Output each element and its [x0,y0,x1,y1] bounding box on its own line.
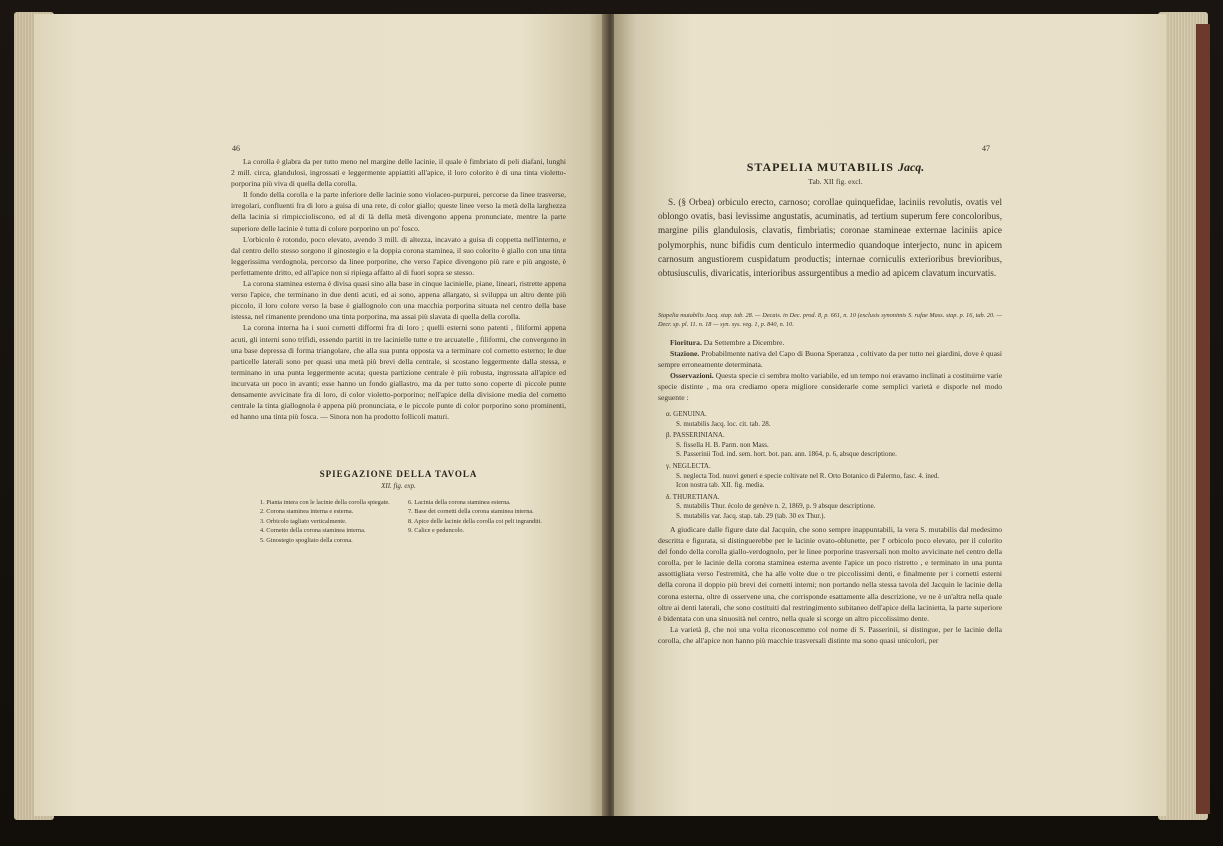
legend-item: 7. Base dei cornetti della corona staminea interna. [408,508,534,516]
page-number-left: 46 [232,144,240,153]
legend-subtitle: XII. fig. exp. [381,482,416,490]
left-paragraph: Il fondo della corolla e la parte inferiore delle lacinie sono violaceo-purpurei, percorse da linee trasverse, irregolari, confluenti fra di loro a guisa di una rete, di color giallo; queste linee verso la metà della larghezza della lacinia si rimpiccioliscono, ed al di là della metà divengono appena pronunciate, mentre la parte superiore delle lacinie è tutta di colore porporino un po' fosco. [231,190,566,233]
section-text: Da Settembre a Dicembre. [703,338,785,347]
variety-synonym: S. Passerinii Tod. ind. sem. hort. bot. pan. ann. 1864, p. 6, absque descriptione. [676,450,897,459]
species-author: Jacq. [897,160,925,174]
legend-item: 2. Corona staminea interna e esterna. [260,508,354,516]
legend-column-2 [408,498,548,536]
legend-title: SPIEGAZIONE DELLA TAVOLA [319,469,478,479]
left-page [34,14,606,816]
legend-item: 1. Pianta intera con le lacinie della corolla spiegate. [260,499,390,506]
variety-synonym: S. mutabilis Thur. écolo de genève n. 2, 1869, p. 9 absque descriptione. [676,502,876,511]
left-paragraph: La corolla è glabra da per tutto meno nel margine delle lacinie, il quale è fimbriato di peli diafani, lunghi 2 mill. circa, glandulosi, ingrossati e leggermente appiattiti all'apice, il loro colorito è di una tinta violetto-porporina più viva di quella della corolla. [231,157,566,189]
variety-list [666,408,996,522]
section-station [658,348,1002,370]
section-flowering [658,337,1002,348]
legend-item: 4. Cornetto della corona staminea interna. [260,527,366,535]
legend-item: 8. Apice delle lacinie della corolla coi peli ingranditi. [408,517,542,525]
legend-item: 3. Orbicolo tagliato verticalmente. [260,517,347,525]
section-heading: Fioritura. [670,338,702,347]
section-text: Questa specie ci sembra molto variabile, ed un tempo noi eravamo inclinati a costituirne varie specie distinte , ma ora crediamo opera migliore considerarle come semplici varietà e disporle nel modo seguente : [658,371,1002,403]
species-name: STAPELIA MUTABILIS [746,160,894,174]
variety-synonym: S. mutabilis Jacq. loc. cit. tab. 28. [676,419,771,428]
legend-item: 9. Calice e peduncolo. [408,527,465,535]
variety-heading: γ. NEGLECTA. [666,461,711,470]
right-closing-text [658,524,1002,646]
left-paragraph: La corona interna ha i suoi cornetti difformi fra di loro ; quelli esterni sono patenti , filiformi appena acuti, gli interni sono trifidi, essendo partiti in tre lacinielle tutte e tre arcuatelle , filiformi, che convergono in una base depressa di forma triangolare, che alla sua punta opposta va a terminare col cornetto esterno; le due particelle laterali sono per quasi una metà più brevi della centrale, si scostano leggermente dalla stessa, e terminano in una punta leggermente acuta; questa partizione centrale è più robusta, ingrossata all'apice ed incurvata un poco in avanti; esse hanno un fondo giallastro, ma da per tutto sono coperte di piccole punte densamente avvicinate fra di loro, di color violetto-porporino; nell'apice della divisione media del cornetto centrale la tinta giallognola è appena più pronunciata, e le piccole punte di color porporino sono prominenti, ed hanno una tinta più fosca. — Sinora non ha prodotto follicoli maturi. [231,323,566,422]
latin-diagnosis: S. (§ Orbea) orbiculo erecto, carnoso; corollae quinquefidae, laciniis revolutis, ovatis vel oblongo ovatis, basi levissime angustatis, acuminatis, ad tertium superum fere concoloribus, margine pilis glandulosis, clavatis, fimbriatis; coronae stamineae externae laciniis apice polymorphis, nunc bifidis cum denticulo intermedio quandoque interjecto, nunc in apicem carnosum angustiorem cuspidatum productis; internae corniculis exterioribus brevioribus, obtusiusculis, divaricatis, interioribus assurgentibus a medio ad apicem clavatum incurvatis. [658,197,1002,279]
legend-item: 6. Lacinia della corona staminea esterna. [408,499,511,506]
left-paragraph: La corona staminea esterna è divisa quasi sino alla base in cinque lacinielle, piane, lineari, ristrette appena verso l'apice, che terminano in due denti acuti, ed ai sono, appena allargato, si sviluppa un altro dente più piccolo, il loro colore verso la base è giallognolo con una macchia porporina situata nel centro della base istessa, nel rimanente prendono una tinta porporina, ma assai più slavata di quella della corolla. [231,279,566,322]
right-paragraph: A giudicare dalle figure date dal Jacquin, che sono sempre inappuntabili, la vera S. mutabilis dal medesimo descritta e figurata, si distinguerebbe per le lacinie ovato-oblunette, per l' orbicolo poco elevato, per il colorito del fondo della corolla giallo-verdognolo, per le linee porporine trasversali non molto avvicinate nel centro della corolla, per le lacinie della corona staminea esterna avente l'apice un poco ristretto , e terminato in una punta assottigliata verso l'estremità, che ha alle volte due o tre piccolissimi denti, e finalmente per i cornetti esterni della corona il doppio più brevi dei cornetti interni; non portando nella stessa tavola del Jacquin le lacinie della corona esterna, oltre di osservene una, che corrisponde esattamente alla descrizione, ve ne è un'altra nella quale oltre ai denti laterali, che sono costituiti dal restringimento subitaneo dell'apice della lacinietta, la parte superiore è bidentata con una sinuosità nel centro, nella quale si scorge un altro piccolissimo dente. [658,525,1002,623]
synonymy: Stapelia mutabilis Jacq. stap. tab. 28. — Decais. in Dec. prod. 8, p. 661, n. 10 (exclusis synonimis S. rufae Mass. stap. p. 16, tab. 20. — Decr. sp. pl. 11. n. 18 — syn. sys. veg. 1, p. 840, n. 10. [658,312,1002,329]
section-observations [658,370,1002,403]
legend-column-1 [260,498,400,545]
left-paragraph: L'orbicolo è rotondo, poco elevato, avendo 3 mill. di altezza, incavato a guisa di coppetta nell'interno, e dal centro dello stesso sorgono il ginostegio e la doppia corona staminea, il suo colorito è giallo con una tinta leggerissima verdognola, percorso da linee porporine, che verso l'apice divengono più rare e più angoste, è perfettamente dritto, ed all'apice non si ripiega affatto al di fuori sopra se stesso. [231,234,566,277]
book-cover-edge [1196,24,1210,814]
right-sections [658,337,1002,404]
variety-heading: δ. THURETIANA. [666,492,720,501]
variety-synonym: S. fissella H. B. Parm. non Mass. [676,440,769,449]
variety-heading: β. PASSERINIANA. [666,431,725,440]
legend-item: 5. Ginostegio spogliato della corona. [260,536,353,544]
right-paragraph: La varietà β, che noi una volta riconoscemmo col nome di S. Passerinii, si distingue, per le lacinie della corolla, che all'apice non hanno più macchie trasversali distinte ma sono quasi unicolori, per [658,624,1002,645]
species-title [668,158,1003,176]
right-page [614,14,1166,816]
variety-synonym: Icon nostra tab. XII. fig. media. [676,481,765,490]
plate-reference: Tab. XII fig. excl. [808,177,863,186]
page-number-right: 47 [982,144,990,153]
section-heading: Osservazioni. [670,371,714,381]
variety-synonym: S. neglecta Tod. nuovi generi e specie coltivate nel R. Orto Botanico di Palermo, fasc. 4. ined. [676,471,940,480]
section-text: Probabilmente nativa del Capo di Buona Speranza , coltivato da per tutto nei giardini, dove è quasi sempre erroneamente determinata. [658,349,1003,370]
variety-synonym: S. mutabilis var. Jacq. stap. tab. 29 (tab. 30 ex Thur.). [676,511,826,520]
left-body-text [231,156,566,422]
variety-heading: α. GENUINA. [666,410,707,418]
section-heading: Stazione. [670,349,700,359]
